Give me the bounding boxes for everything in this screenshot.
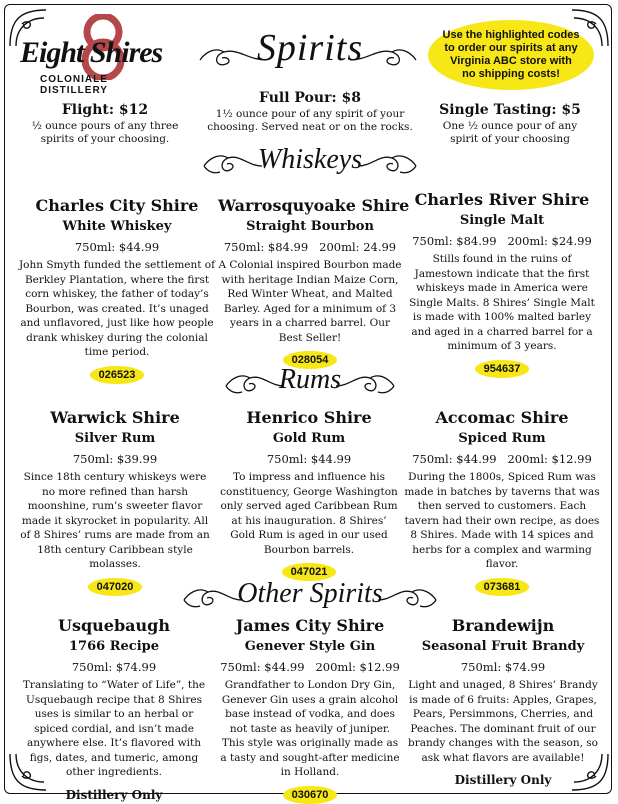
product-description: To impress and influence his constituency, George Washington only served aged Caribbean Rum at his inauguration. 8 Shires’ Gold Rum is aged in our used Bourbon barrels. xyxy=(220,471,398,556)
product-description: A Colonial inspired Bourbon made with heritage Indian Maize Corn, Red Winter Wheat, and Malted Barley. Aged for a minimum of 3 years in a charred barrel. Our Best Seller! xyxy=(218,259,402,344)
product-price: 750ml: $84.99 200ml: 24.99 xyxy=(223,240,397,254)
full-pour-description: 1½ ounce pour of any spirit of your choosing. Served neat or on the rocks. xyxy=(207,108,413,133)
product-description: John Smyth funded the settlement of Berkley Plantation, where the first corn whiskey, the father of today’s Bourbon, was created. It’s unaged and unflavored, just like how people drank whiskey during the colonial time period. xyxy=(18,259,216,358)
product-name: Accomac Shire xyxy=(435,408,569,427)
single-tasting-price: Single Tasting: $5 xyxy=(439,102,581,118)
product-name: James City Shire xyxy=(235,616,385,635)
product-price: 750ml: $39.99 xyxy=(72,452,158,466)
abc-code-badge: 026523 xyxy=(90,366,145,384)
product-description: Since 18th century whiskeys were no more refined than harsh moonshine, rum’s sweeter flavor made it skyrocket in popularity. All of 8 Shires’ rums are made from an 18th century Caribbean style molasses. xyxy=(20,471,210,570)
product-card-warrosquyoake xyxy=(218,196,410,369)
section-title-whiskeys: Whiskeys xyxy=(257,144,363,175)
product-card-warwick xyxy=(16,408,214,596)
product-card-james-city xyxy=(218,616,402,804)
product-name: Henrico Shire xyxy=(246,408,372,427)
product-description: During the 1800s, Spiced Rum was made in batches by taverns that was then served to customers. Each tavern had their own recipe, as does 8 Shires. Made with 14 spices and herbs for a complex and warming flavor. xyxy=(404,471,600,570)
product-type: Spiced Rum xyxy=(458,431,546,446)
single-tasting-description: One ½ ounce pour of any spirit of your choosing xyxy=(442,120,578,145)
full-pour-price: Full Pour: $8 xyxy=(259,90,361,106)
abc-code-badge: 028054 xyxy=(283,351,338,369)
other-spirits-flourish-right-icon xyxy=(376,582,440,618)
abc-code-badge: 047020 xyxy=(88,578,143,596)
whiskeys-flourish-right-icon xyxy=(356,148,420,184)
product-name: Warrosquyoake Shire xyxy=(218,196,410,215)
rums-flourish-right-icon xyxy=(334,368,398,404)
abc-code-badge: 073681 xyxy=(475,578,530,596)
product-type: 1766 Recipe xyxy=(69,639,159,654)
product-card-charles-city xyxy=(16,196,218,384)
flight-description: ½ ounce pours of any three spirits of your choosing. xyxy=(31,120,179,145)
product-description: Light and unaged, 8 Shires’ Brandy is made of 6 fruits: Apples, Grapes, Pears, Persimmons, Cherries, and Peaches. The dominant fruit of our brandy changes with the season, so ask what flavors are available! xyxy=(408,679,598,764)
product-card-henrico xyxy=(218,408,400,581)
product-type: White Whiskey xyxy=(62,219,172,234)
product-card-charles-river xyxy=(404,190,600,378)
brand-logo xyxy=(18,14,168,102)
product-card-usquebaugh xyxy=(16,616,212,802)
product-price: 750ml: $44.99 xyxy=(74,240,160,254)
product-name: Usquebaugh xyxy=(58,616,170,635)
product-type: Genever Style Gin xyxy=(244,639,376,654)
product-price: 750ml: $74.99 xyxy=(460,660,546,674)
abc-code-badge: 954637 xyxy=(475,360,530,378)
product-type: Seasonal Fruit Brandy xyxy=(421,639,585,654)
section-title-other-spirits: Other Spirits xyxy=(237,578,383,609)
product-price: 750ml: $44.99 xyxy=(266,452,352,466)
product-type: Single Malt xyxy=(459,213,545,228)
product-description: Stills found in the ruins of Jamestown indicate that the first whiskeys made in America were Single Malts. 8 Shires’ Single Malt is made with 100% malted barley and aged in a charred barrel for a minimum of 3 years. xyxy=(409,253,595,352)
product-price: 750ml: $74.99 xyxy=(71,660,157,674)
product-name: Charles City Shire xyxy=(35,196,199,215)
page-title: Spirits xyxy=(256,27,364,69)
product-name: Charles River Shire xyxy=(414,190,590,209)
product-description: Translating to “Water of Life”, the Usquebaugh recipe that 8 Shires uses is similar to an herbal or spiced cordial, and isn’t made anywhere else. It’s flavored with figs, dates, and tumeric, among other ingredients. xyxy=(22,679,206,778)
product-card-accomac xyxy=(402,408,602,596)
product-card-brandewijn xyxy=(404,616,602,787)
pricing-full-pour xyxy=(205,90,415,134)
logo-wordmark: Eight Shires xyxy=(20,36,163,69)
product-type: Straight Bourbon xyxy=(246,219,374,234)
pricing-flight xyxy=(30,102,180,146)
product-description: Grandfather to London Dry Gin, Genever Gin uses a grain alcohol base instead of vodka, and does not taste as heavily of juniper. This style was originally made as a tasty and sought-after medicine in Holland. xyxy=(220,679,400,778)
title-flourish-right-icon xyxy=(348,44,418,74)
availability-note: Distillery Only xyxy=(65,787,163,802)
product-name: Warwick Shire xyxy=(50,408,180,427)
product-type: Silver Rum xyxy=(74,431,156,446)
product-price: 750ml: $44.99 200ml: $12.99 xyxy=(412,452,592,466)
section-title-rums: Rums xyxy=(278,364,342,395)
flight-price: Flight: $12 xyxy=(61,102,149,118)
abc-code-badge: 030670 xyxy=(283,786,338,804)
pricing-single-tasting xyxy=(430,102,590,146)
product-name: Brandewijn xyxy=(451,616,555,635)
product-price: 750ml: $84.99 200ml: $24.99 xyxy=(412,234,592,248)
product-price: 750ml: $44.99 200ml: $12.99 xyxy=(220,660,400,674)
product-type: Gold Rum xyxy=(272,431,346,446)
abc-code-badge: 047021 xyxy=(282,563,337,581)
abc-store-callout: Use the highlighted codes to order our spirits at any Virginia ABC store with no shipping costs! xyxy=(428,20,594,90)
availability-note: Distillery Only xyxy=(454,773,552,787)
logo-subtitle: COLONIALE DISTILLERY xyxy=(40,74,108,96)
